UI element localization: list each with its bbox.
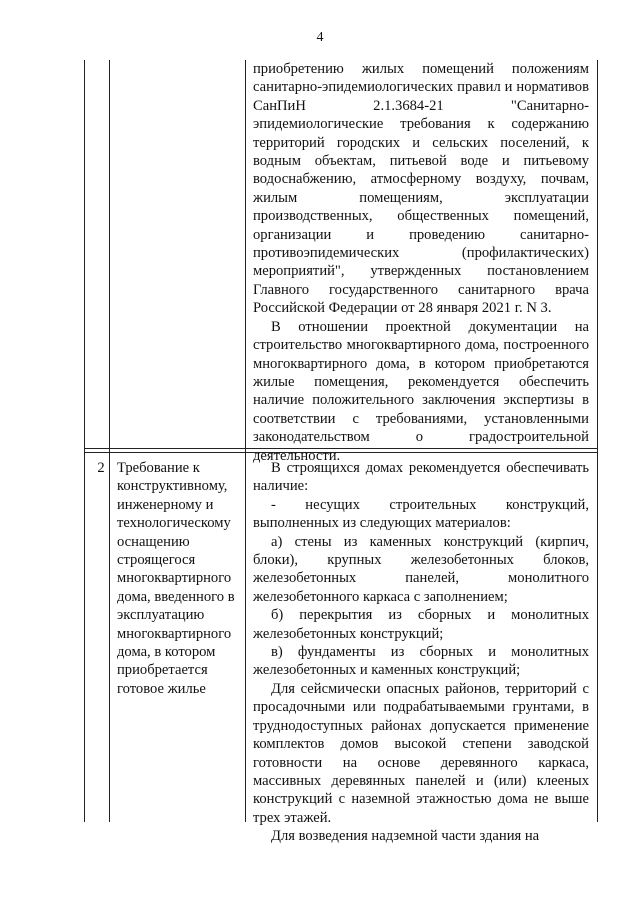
column-divider-2 [245,60,246,822]
row2-paragraph-1: В строящихся домах рекомендуется обеспечивать наличие: [253,460,589,495]
row1-description-cell [253,60,589,465]
column-divider-1 [109,60,110,822]
row1-paragraph-2: В отношении проектной документации на строительство многоквартирного дома, построенного многоквартирного дома, в котором приобретаются жилые помещения, рекомендуется обеспечить наличие положительного заключения экспертизы в соответствии с требованиями, установленными законодательством о градостроительной деятельности. [253,318,589,464]
row2-paragraph-7: Для возведения надземной части здания на [271,828,540,845]
row2-requirement-cell: Требование к конструктивному, инженерному и технологическому оснащению строящегося многоквартирного дома, введенного в эксплуатацию многоквартирного дома, в котором приобретается готовое жилье [117,460,235,697]
row2-number: 2 [97,460,105,476]
row2-paragraph-2: - несущих строительных конструкций, выполненных из следующих материалов: [253,496,589,532]
row2-paragraph-5: в) фундаменты из сборных и монолитных железобетонных и каменных конструкций; [253,644,589,679]
row2-paragraph-4: б) перекрытия из сборных и монолитных железобетонных конструкций; [253,607,589,642]
row2-description-cell [253,459,589,846]
row2-paragraph-3: а) стены из каменных конструкций (кирпич, блоки), крупных железобетонных блоков, железобетонных панелей, монолитного железобетонного каркаса с заполнением; [253,533,589,605]
row1-paragraph-1: приобретению жилых помещений положениям санитарно-эпидемиологических правил и нормативов СанПиН 2.1.3684-21 "Санитарно-эпидемиологические требования к содержанию территорий городских и сельских поселений, к водным объектам, питьевой воде и питьевому водоснабжению, атмосферному воздуху, почвам, жилым помещениям, эксплуатации производственных, общественных помещений, организации и проведению санитарно-противоэпидемических (профилактических) мероприятий", утвержденных постановлением Главного государственного санитарного врача Российской Федерации от 28 января 2021 г. N 3. [253,61,589,317]
table-border-left [84,60,85,822]
requirements-table [84,60,598,845]
page-number: 4 [316,30,324,45]
table-border-right [597,60,598,822]
row2-paragraph-6: Для сейсмически опасных районов, территорий с просадочными или подрабатываемыми грунтами, в труднодоступных районах допускается применение комплектов домов высокой степени заводской готовности на основе деревянного каркаса, массивных деревянных панелей и (или) клееных конструкций с наземной этажностью дома не выше трех этажей. [253,680,589,826]
